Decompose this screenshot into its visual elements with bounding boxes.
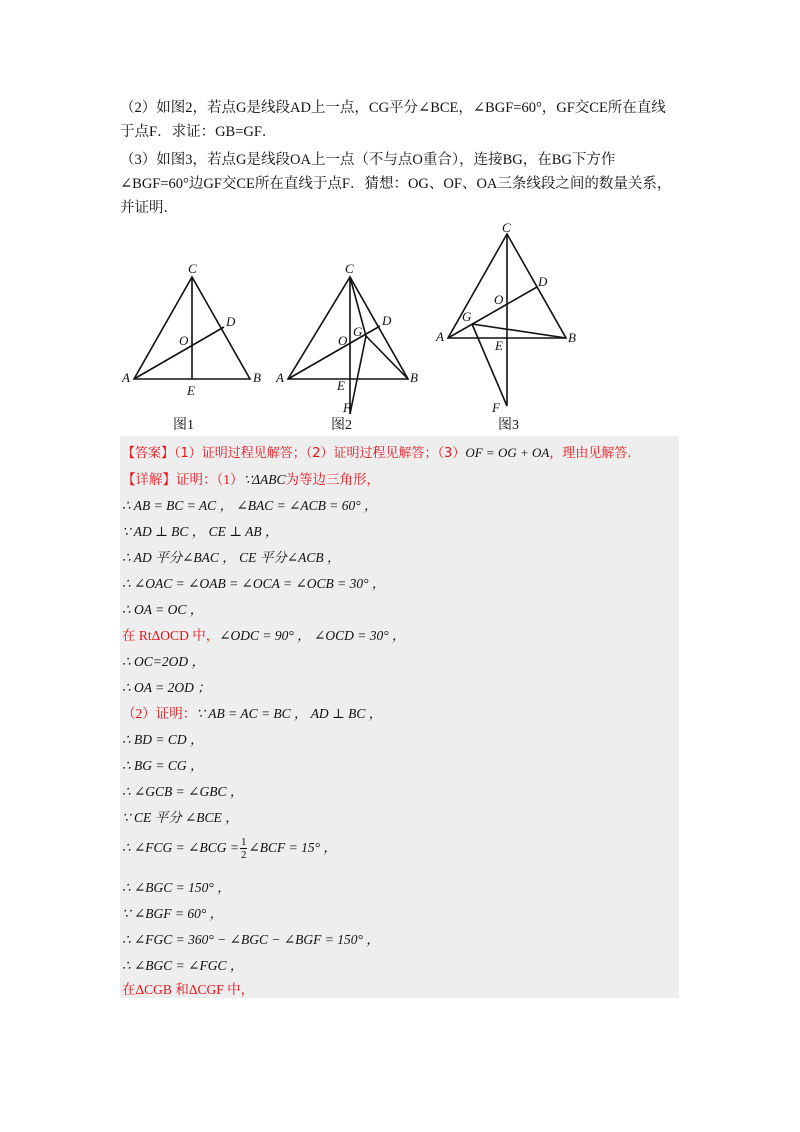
fig1-label-e: E <box>187 383 195 398</box>
solution-line-13-math: ∴ ∠GCB = ∠GBC ， <box>122 784 244 799</box>
figures <box>110 218 590 434</box>
fig3-line-gb <box>472 324 566 338</box>
solution-line-14-math: ∵ CE 平分 ∠BCE ， <box>122 810 239 825</box>
fig2-label-d: D <box>382 313 392 328</box>
solution-line-4 <box>122 546 340 566</box>
fig2-triangle <box>288 277 408 379</box>
solution-panel <box>120 436 679 998</box>
fig3-line-gf <box>472 324 507 406</box>
solution-line-14 <box>122 806 239 826</box>
solution-line-19-math: ∴ ∠BGC = ∠FGC ， <box>122 958 244 973</box>
fraction-denominator: 2 <box>240 849 247 862</box>
solution-line-17-math: ∵ ∠BGF = 60° ， <box>122 906 224 921</box>
solution-line-11-math: ∴ BD = CD ， <box>122 732 204 747</box>
fig1-label-a: A <box>122 370 130 385</box>
solution-line-7-pre: 在 RtΔOCD 中， <box>122 628 220 643</box>
solution-line-12 <box>122 754 203 774</box>
solution-line-10-pre: （2）证明： <box>122 706 197 721</box>
solution-line-2-math: ∴ AB = BC = AC ， ∠BAC = ∠ACB = 60° ， <box>122 498 378 513</box>
answer-formula: OF = OG + OA <box>465 445 550 460</box>
fig3-label-c: C <box>502 220 511 235</box>
solution-line-6 <box>122 598 203 618</box>
solution-line-3-math: ∵ AD ⊥ BC ， CE ⊥ AB ， <box>122 524 279 539</box>
fig2-line-gf <box>350 336 366 414</box>
fig3-label-e: E <box>495 338 503 353</box>
fig3-label-g: G <box>462 309 472 324</box>
answer-text-1: （1）证明过程见解答；（2）证明过程见解答；（3） <box>174 446 466 461</box>
solution-line-18 <box>122 928 380 948</box>
fig2-label-g: G <box>353 324 363 339</box>
solution-line-16-math: ∴ ∠BGC = 150° ， <box>122 880 231 895</box>
fig3-label-o: O <box>494 292 504 307</box>
solution-line-9-math: ∴ OA = 2OD ； <box>122 680 211 695</box>
solution-line-20-pre: 在ΔCGB 和ΔCGF 中， <box>122 982 255 997</box>
fig2-label-f: F <box>343 400 351 415</box>
fig1-label-d: D <box>226 314 236 329</box>
answer-line <box>122 442 631 461</box>
solution-line-4-math: ∴ AD 平分∠BAC ， CE 平分∠ACB ， <box>122 550 341 565</box>
fig2-caption: 图2 <box>331 418 352 433</box>
fig2-label-o: O <box>338 333 348 348</box>
fig1-caption: 图1 <box>173 418 194 433</box>
fig1-label-o: O <box>179 333 189 348</box>
fig2-label-e: E <box>337 378 345 393</box>
answer-tag: 【答案】 <box>122 446 175 461</box>
solution-line-1-pre: 证明：（1） <box>176 472 244 487</box>
solution-line-15-math: ∴ ∠FCG = ∠BCG = <box>122 840 239 855</box>
solution-line-20 <box>122 978 254 998</box>
solution-line-18-math: ∴ ∠FGC = 360° − ∠BGC − ∠BGF = 150° ， <box>122 932 380 947</box>
answer-text-2: ，理由见解答. <box>549 446 632 461</box>
fig2-label-b: B <box>410 370 418 385</box>
solution-line-15-post: ∠BCF = 15° ， <box>248 840 337 855</box>
solution-line-3 <box>122 520 278 540</box>
solution-line-10-math: ∵ AB = AC = BC ， AD ⊥ BC ， <box>196 706 383 721</box>
fig3-label-d: D <box>538 274 548 289</box>
solution-line-13 <box>122 780 243 800</box>
fig3-label-a: A <box>436 329 444 344</box>
fig2-label-a: A <box>276 370 284 385</box>
solution-line-1 <box>122 468 380 488</box>
solution-line-6-math: ∴ OA = OC ， <box>122 602 204 617</box>
problem-part2: （2）如图2，若点G是线段AD上一点，CG平分∠BCE，∠BGF=60°，GF交CE所在直线于点F．求证：GB=GF． <box>120 100 666 140</box>
fig3-label-b: B <box>568 330 576 345</box>
solution-line-15 <box>122 836 337 861</box>
geometry-figures <box>110 218 590 434</box>
solution-line-8-math: ∴ OC=2OD ， <box>122 654 205 669</box>
solution-line-5-math: ∴ ∠OAC = ∠OAB = ∠OCA = ∠OCB = 30° ， <box>122 576 386 591</box>
solution-line-10 <box>122 702 382 722</box>
solution-line-7 <box>122 624 405 644</box>
fig3-label-f: F <box>492 400 500 415</box>
solution-line-8 <box>122 650 205 670</box>
fig2-label-c: C <box>345 261 354 276</box>
solution-line-16 <box>122 876 231 896</box>
fig3-caption: 图3 <box>498 418 519 433</box>
problem-part3: （3）如图3，若点G是线段OA上一点（不与点O重合），连接BG，在BG下方作∠BGF=60°边GF交CE所在直线于点F．猜想：OG、OF、OA三条线段之间的数量关系，并证明． <box>120 152 672 216</box>
solution-line-19 <box>122 954 243 974</box>
solution-line-17 <box>122 902 223 922</box>
solution-line-12-math: ∴ BG = CG ， <box>122 758 204 773</box>
solution-line-9 <box>122 676 211 696</box>
solution-line-2 <box>122 494 378 514</box>
fraction-half <box>240 836 248 861</box>
solution-line-5 <box>122 572 385 592</box>
solution-line-1-math: ∵ΔABC <box>243 472 286 487</box>
solution-line-7-math: ∠ODC = 90° ， ∠OCD = 30° ， <box>219 628 406 643</box>
solution-line-1-post: 为等边三角形， <box>285 472 381 487</box>
fig1-label-c: C <box>188 261 197 276</box>
solution-line-11 <box>122 728 203 748</box>
fig1-label-b: B <box>253 370 261 385</box>
solution-tag: 【详解】 <box>122 472 176 487</box>
fraction-numerator: 1 <box>240 836 247 849</box>
